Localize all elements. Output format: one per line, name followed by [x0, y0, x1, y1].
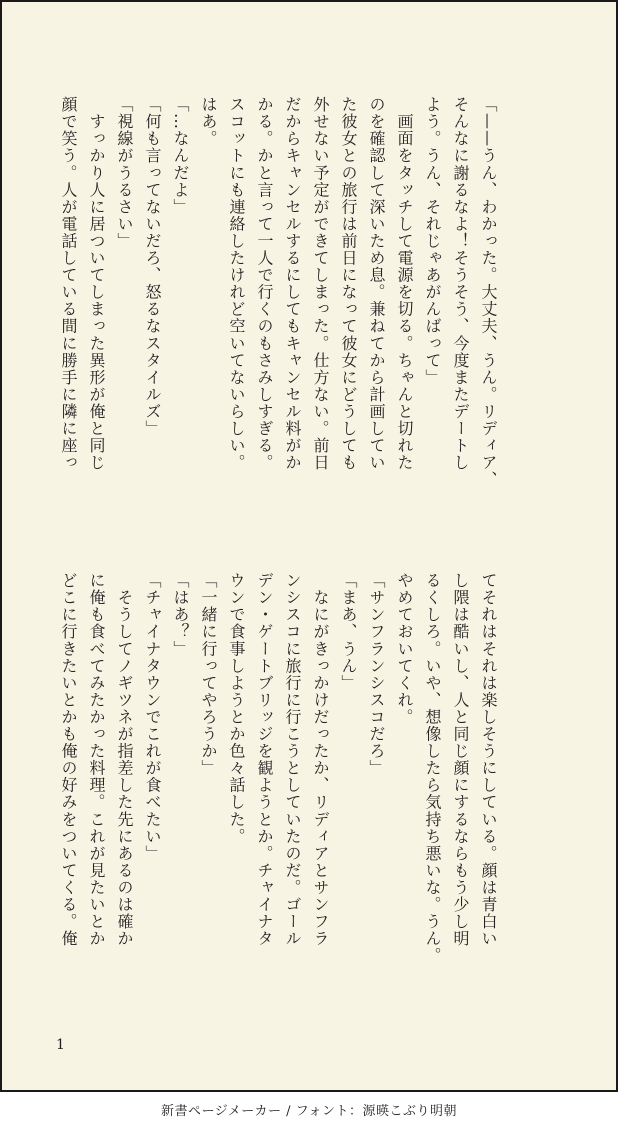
text-line: た彼女との旅行は前日になって彼女にどうしても — [339, 96, 358, 472]
footer-credit: 新書ページメーカー / フォント：源暎こぶり明朝 — [160, 1104, 458, 1119]
upper-text-block — [54, 96, 502, 526]
text-line: 「…なんだよ」 — [171, 96, 190, 216]
text-line: だからキャンセルするにしてもキャンセル料がか — [283, 96, 302, 472]
text-line: よう。うん、それじゃあがんばって」 — [423, 96, 442, 386]
text-line: 「サンフランシスコだろ」 — [367, 572, 386, 777]
text-line: てそれはそれは楽しそうにしている。顔は青白い — [479, 572, 498, 948]
text-line: 「チャイナタウンでこれが食べたい」 — [143, 572, 162, 862]
text-line: どこに行きたいとかも俺の好みをついてくる。俺 — [59, 572, 78, 948]
text-line: スコットにも連絡したけれど空いてないらしい。 — [227, 96, 246, 472]
text-line: のを確認して深いため息。兼ねてから計画してい — [367, 96, 386, 472]
text-line: に俺も食べてみたかった料理。これが見たいとか — [87, 572, 106, 948]
text-line: 顔で笑う。人が電話している間に勝手に隣に座っ — [59, 96, 78, 472]
text-line: かる。かと言って一人で行くのもさみしすぎる。 — [255, 96, 274, 472]
text-line: はあ。 — [199, 96, 218, 148]
text-line: 外せない予定ができてしまった。仕方ない。前日 — [311, 96, 330, 472]
text-line: 「視線がうるさい」 — [115, 96, 134, 250]
text-line: 「まあ、うん」 — [339, 572, 358, 692]
text-line: ンシスコに旅行に行こうとしていたのだ。ゴール — [283, 572, 302, 948]
text-line: やめておいてくれ。 — [395, 572, 414, 726]
text-line: 「一緒に行ってやろうか」 — [199, 572, 218, 777]
text-line: 「——うん、わかった。大丈夫、うん。リディア、 — [479, 96, 498, 489]
text-line: し隈は酷いし、人と同じ顔にするならもう少し明 — [451, 572, 470, 948]
text-line: るくしろ。いや、想像したら気持ち悪いな。うん。 — [423, 572, 442, 965]
text-line: デン・ゲートブリッジを観ようとか。チャイナタ — [255, 572, 274, 948]
text-line: 「何も言ってないだろ、怒るなスタイルズ」 — [143, 96, 162, 437]
text-line: ウンで食事しようとか色々話した。 — [227, 572, 246, 845]
lower-text-block — [54, 572, 502, 1002]
text-line: そんなに謝るなよ！そうそう、今度またデートし — [451, 96, 470, 472]
text-line: なにがきっかけだったか、リディアとサンフラ — [311, 572, 330, 948]
text-line: 「はあ？」 — [171, 572, 190, 658]
text-line: そうしてノギツネが指差した先にあるのは確か — [115, 572, 134, 948]
text-line: すっかり人に居ついてしまった異形が俺と同じ — [87, 96, 106, 472]
page-number: 1 — [56, 1037, 65, 1053]
text-line: 画面をタッチして電源を切る。ちゃんと切れた — [395, 96, 414, 472]
